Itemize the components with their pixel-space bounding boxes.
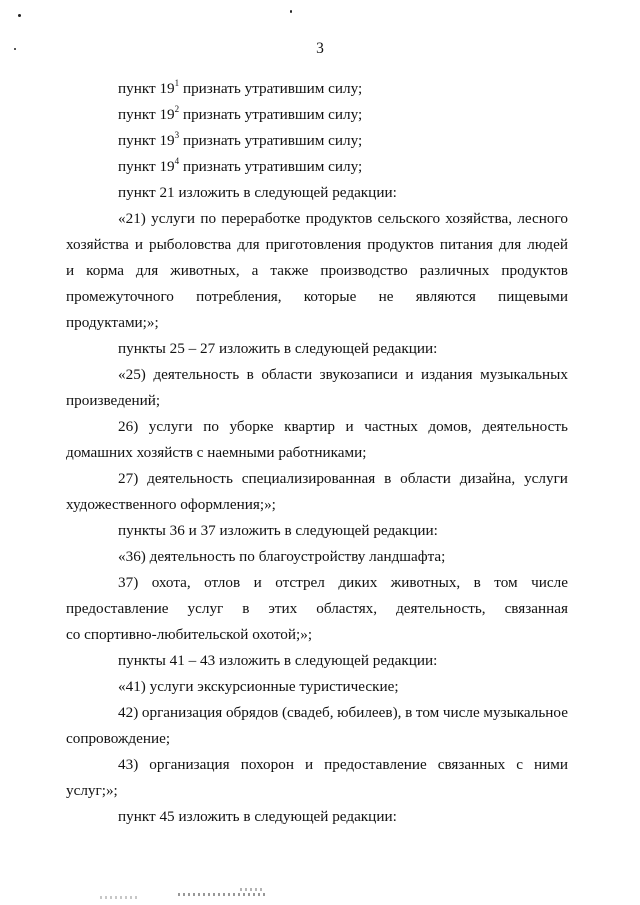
word: в <box>473 574 481 591</box>
word: этих <box>268 600 298 617</box>
word: сельского <box>377 210 441 227</box>
word: с <box>516 756 523 773</box>
word: в <box>384 470 392 487</box>
word: лесного <box>517 210 568 227</box>
item-19-4: пункт $19^4$ признать утратившим силу; <box>118 155 363 175</box>
word: для <box>237 236 260 253</box>
word: «21) <box>118 210 146 227</box>
word: том <box>415 704 440 721</box>
word: организация <box>141 704 223 721</box>
word: являются <box>415 288 476 305</box>
word: 26) <box>118 418 139 435</box>
word: области <box>400 470 451 487</box>
word: продуктов <box>501 262 568 279</box>
item-25-text <box>66 362 568 414</box>
item-42-text <box>66 700 568 752</box>
word: связанная <box>504 600 568 617</box>
word: отстрел <box>275 574 325 591</box>
item-19-2: пункт $19^2$ признать утратившим силу; <box>118 103 363 123</box>
word: в <box>246 366 254 383</box>
item-43-text <box>66 752 568 804</box>
item-45-intro: пункт 45 изложить в следующей редакции: <box>118 808 397 825</box>
word: услуги <box>151 210 196 227</box>
item-21-intro: пункт 21 изложить в следующей редакции: <box>118 184 397 201</box>
scan-artifact <box>240 888 264 891</box>
word: музыкальное <box>483 704 568 721</box>
word: которые <box>303 288 357 305</box>
word: частных <box>364 418 418 435</box>
text-line: произведений; <box>66 392 161 409</box>
text-line <box>66 596 568 622</box>
word: «25) <box>118 366 146 383</box>
word: дизайна, <box>459 470 516 487</box>
word: 37) <box>118 574 139 591</box>
word: деятельность, <box>396 600 486 617</box>
word: продуктов <box>367 236 434 253</box>
text-line <box>66 362 568 388</box>
word: и <box>304 756 314 773</box>
word: услуги <box>148 418 193 435</box>
word: услуг <box>187 600 224 617</box>
item-36-37-intro: пункты 36 и 37 изложить в следующей редакции: <box>118 522 438 539</box>
word: организация <box>149 756 230 773</box>
word: а <box>251 262 259 279</box>
word: числе <box>531 574 568 591</box>
word: предоставление <box>66 600 169 617</box>
word: рыболовства <box>148 236 232 253</box>
word: юбилеев), <box>337 704 402 721</box>
word: животных, <box>390 574 461 591</box>
word: не <box>378 288 394 305</box>
word: специализированная <box>241 470 376 487</box>
scan-artifact <box>178 893 266 896</box>
page-number: 3 <box>316 40 324 57</box>
document-body <box>66 76 568 830</box>
word: 42) <box>118 704 139 721</box>
word: связанных <box>437 756 506 773</box>
text-line <box>66 206 568 232</box>
word: в <box>242 600 250 617</box>
text-line <box>66 752 568 778</box>
text-line: сопровождение; <box>66 730 171 747</box>
word: услуги <box>524 470 568 487</box>
word: для <box>498 236 522 253</box>
word: деятельность <box>482 418 568 435</box>
word: по <box>200 210 217 227</box>
word: по <box>203 418 219 435</box>
word: издания <box>420 366 473 383</box>
word: питания <box>439 236 493 253</box>
word: 27) <box>118 470 139 487</box>
word: животных, <box>170 262 240 279</box>
word: предоставление <box>324 756 427 773</box>
word: квартир <box>284 418 335 435</box>
scan-speck <box>18 14 21 17</box>
word: пищевыми <box>498 288 568 305</box>
word: диких <box>338 574 378 591</box>
word: людей <box>527 236 568 253</box>
word: и <box>66 262 75 279</box>
word: похорон <box>240 756 294 773</box>
word: домов, <box>428 418 472 435</box>
word: хозяйства <box>66 236 129 253</box>
word: ними <box>534 756 568 773</box>
item-21-text <box>66 206 568 336</box>
text-line: продуктами;»; <box>66 314 159 331</box>
word: производство <box>320 262 408 279</box>
word: переработке <box>221 210 301 227</box>
item-19-1: пункт $19^1$ признать утратившим силу; <box>118 77 363 97</box>
word: уборке <box>229 418 274 435</box>
word: и <box>134 236 143 253</box>
text-line <box>66 570 568 596</box>
word: отлов <box>204 574 241 591</box>
word: приготовления <box>265 236 362 253</box>
word: областях, <box>316 600 378 617</box>
scan-speck <box>290 10 292 13</box>
text-line: услуг;»; <box>66 782 118 799</box>
word: промежуточного <box>66 288 174 305</box>
word: и <box>253 574 262 591</box>
word: (свадеб, <box>281 704 334 721</box>
word: охота, <box>151 574 191 591</box>
text-line <box>66 414 568 440</box>
text-line: со спортивно-любительской охотой;»; <box>66 626 313 643</box>
word: 43) <box>118 756 139 773</box>
word: потребления, <box>196 288 282 305</box>
item-37-text <box>66 570 568 648</box>
item-27-text <box>66 466 568 518</box>
word: также <box>270 262 309 279</box>
text-line <box>66 466 568 492</box>
word: и <box>405 366 414 383</box>
word: обрядов <box>225 704 279 721</box>
scan-artifact <box>100 896 140 899</box>
word: хозяйства, <box>445 210 513 227</box>
item-19-3: пункт $19^3$ признать утратившим силу; <box>118 129 363 149</box>
text-line <box>66 258 568 284</box>
word: продуктов <box>305 210 373 227</box>
word: деятельность <box>153 366 240 383</box>
word: музыкальных <box>480 366 568 383</box>
text-line <box>66 284 568 310</box>
word: корма <box>86 262 124 279</box>
text-line <box>66 700 568 726</box>
word: в <box>405 704 413 721</box>
word: для <box>135 262 159 279</box>
word: том <box>494 574 518 591</box>
item-41-text: «41) услуги экскурсионные туристические; <box>118 678 399 695</box>
text-line: художественного оформления;»; <box>66 496 276 513</box>
item-26-text <box>66 414 568 466</box>
word: и <box>345 418 354 435</box>
word: области <box>261 366 313 383</box>
text-line <box>66 232 568 258</box>
word: деятельность <box>147 470 233 487</box>
word: числе <box>442 704 480 721</box>
item-41-43-intro: пункты 41 – 43 изложить в следующей редакции: <box>118 652 438 669</box>
item-25-27-intro: пункты 25 – 27 изложить в следующей редакции: <box>118 340 438 357</box>
word: звукозаписи <box>319 366 398 383</box>
item-36-text: «36) деятельность по благоустройству ландшафта; <box>118 548 446 565</box>
word: различных <box>419 262 490 279</box>
text-line: домашних хозяйств с наемными работниками; <box>66 444 367 461</box>
